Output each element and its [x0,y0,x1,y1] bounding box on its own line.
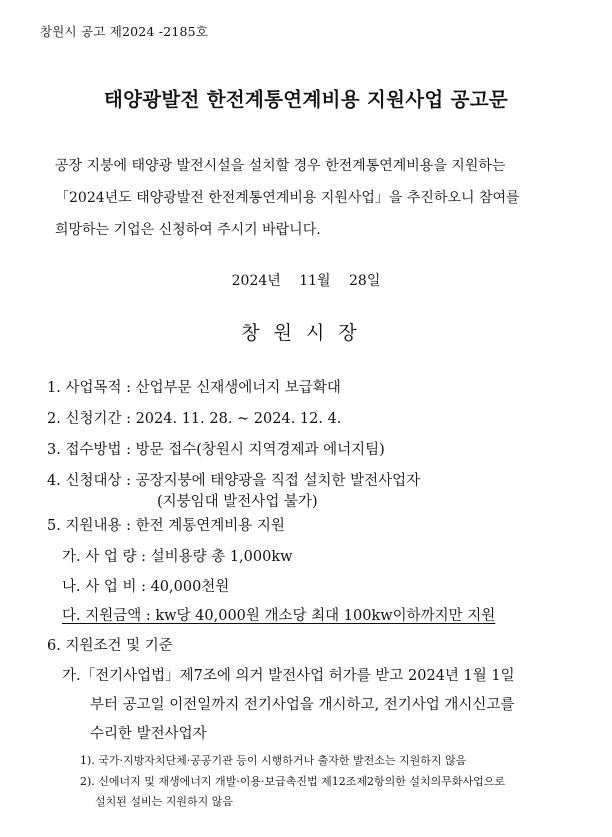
notice-date: 2024년 11월 28일 [231,273,381,289]
item-period: 2. 신청기간 : 2024. 11. 28. ~ 2024. 12. 4. [47,411,342,427]
item-purpose: 1. 사업목적 : 산업부문 신재생에너지 보급확대 [47,380,341,396]
content-support-amount: 다. 지원금액 : kw당 40,000원 개소당 최대 100kw이하까지만 지원 [62,608,496,624]
item-target-note: (지붕임대 발전사업 불가) [157,494,318,510]
content-budget: 나. 사 업 비 : 40,000천원 [62,579,230,595]
content-amount: 가. 사 업 량 : 설비용량 총 1,000kw [62,549,293,565]
intro-line-3: 희망하는 기업은 신청하여 주시기 바랍니다. [55,222,321,238]
condition-a-line-1: 가.「전기사업법」제7조에 의거 발전사업 허가를 받고 2024년 1월 1일 [62,668,515,684]
item-method: 3. 접수방법 : 방문 접수(창원시 지역경제과 에너지팀) [47,442,385,458]
note-2-line-2: 설치된 설비는 지원하지 않음 [95,795,234,808]
item-content: 5. 지원내용 : 한전 계통연계비용 지원 [47,518,285,534]
document-title: 태양광발전 한전계통연계비용 지원사업 공고문 [103,88,508,111]
condition-a-line-2: 부터 공고일 이전일까지 전기사업을 개시하고, 전기사업 개시신고를 [90,697,515,713]
condition-a-line-3: 수리한 발전사업자 [90,726,207,742]
note-1: 1). 국가·지방자치단체·공공기관 등이 시행하거나 출자한 발전소는 지원하지 않음 [80,754,467,767]
notice-number: 창원시 공고 제2024 -2185호 [40,24,209,39]
note-2-line-1: 2). 신에너지 및 재생에너지 개발·이용·보급촉진법 제12조제2항의한 설치의무화사업으로 [80,775,506,788]
item-target: 4. 신청대상 : 공장지붕에 태양광을 직접 설치한 발전사업자 [47,473,421,489]
intro-line-2: 「2024년도 태양광발전 한전계통연계비용 지원사업」을 추진하오니 참여를 [55,190,520,206]
intro-line-1: 공장 지붕에 태양광 발전시설을 설치할 경우 한전계통연계비용을 지원하는 [55,158,506,174]
issuer-name: 창원시장 [241,322,371,344]
item-conditions: 6. 지원조건 및 기준 [47,638,173,654]
